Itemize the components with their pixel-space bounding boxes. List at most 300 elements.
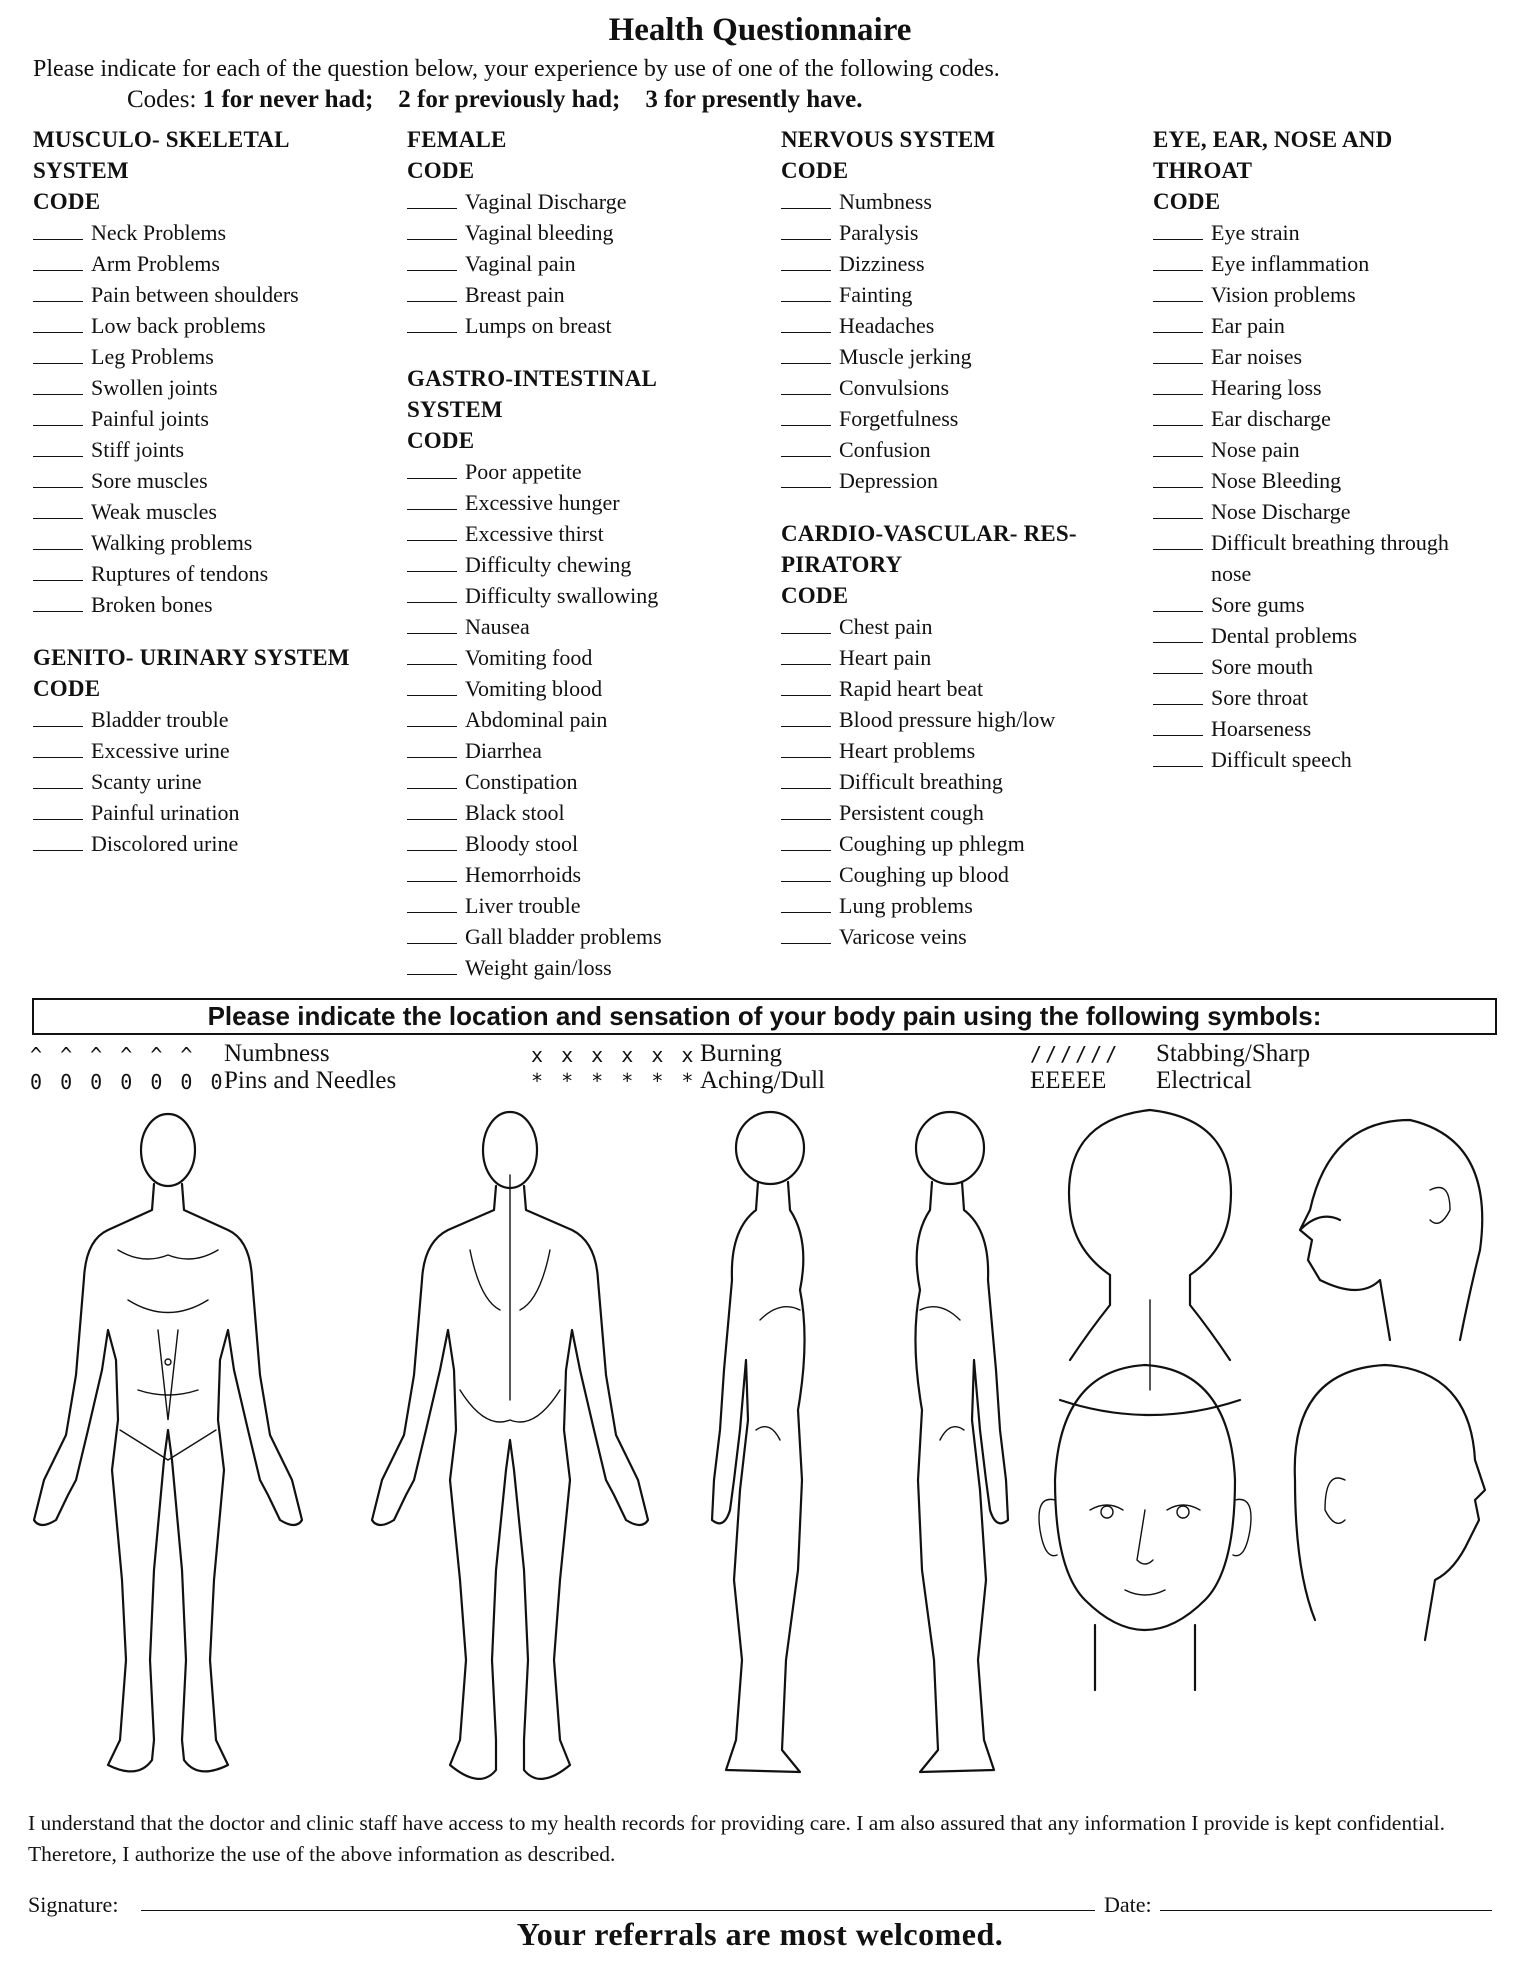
code-entry-blank[interactable] — [1153, 438, 1203, 457]
checklist-item — [33, 558, 350, 589]
checklist-item — [1153, 465, 1449, 496]
checklist-item — [1153, 217, 1449, 248]
checklist-item — [781, 611, 1077, 642]
body-front-figure[interactable] — [34, 1114, 302, 1771]
code-entry-blank[interactable] — [407, 615, 457, 634]
section-title: SYSTEM — [33, 158, 129, 183]
checklist-item-label: Gall bladder problems — [465, 924, 662, 949]
checklist-item — [1153, 279, 1449, 310]
checklist-item-label: Depression — [839, 468, 938, 493]
checklist-item-label: Dental problems — [1211, 623, 1358, 648]
checklist-item — [33, 465, 350, 496]
checklist-item-label: Varicose veins — [839, 924, 967, 949]
checklist-item — [33, 589, 350, 620]
symbol-mark: 0 0 0 0 0 0 0 — [30, 1070, 226, 1094]
checklist-item — [407, 248, 662, 279]
code-entry-blank[interactable] — [407, 770, 457, 789]
checklist-item-label: Weak muscles — [91, 499, 217, 524]
checklist-item — [1153, 248, 1449, 279]
code-entry-blank[interactable] — [33, 438, 83, 457]
checklist-item — [1153, 682, 1449, 713]
code-entry-blank[interactable] — [33, 252, 83, 271]
checklist-item — [781, 341, 1077, 372]
section-title: THROAT — [1153, 158, 1253, 183]
checklist-item-label: Eye inflammation — [1211, 251, 1370, 276]
checklist-item-label: Paralysis — [839, 220, 919, 245]
date-field[interactable] — [1160, 1910, 1492, 1911]
code-entry-blank[interactable] — [33, 345, 83, 364]
checklist-item — [33, 766, 350, 797]
checklist-item-label: Hearing loss — [1211, 375, 1322, 400]
code-header: CODE — [781, 158, 849, 183]
item-continuation: nose — [1211, 561, 1252, 586]
symbol-numbness-label: Numbness — [224, 1040, 330, 1067]
section-cardio — [781, 518, 1077, 952]
column-2 — [407, 124, 662, 983]
checklist-item — [781, 372, 1077, 403]
code-entry-blank[interactable] — [781, 770, 831, 789]
checklist-item-label: Vomiting blood — [465, 676, 603, 701]
checklist-item-label: Vaginal bleeding — [465, 220, 614, 245]
section-title: CARDIO-VASCULAR- RES- — [781, 521, 1077, 546]
code-entry-blank[interactable] — [407, 894, 457, 913]
checklist-item-label: Blood pressure high/low — [839, 707, 1056, 732]
checklist-item — [1153, 496, 1449, 527]
code-entry-blank[interactable] — [407, 252, 457, 271]
code-entry-blank[interactable] — [781, 376, 831, 395]
checklist-item-label: Difficult breathing through — [1211, 530, 1449, 555]
checklist-item-label: Ear pain — [1211, 313, 1285, 338]
section-title: GENITO- URINARY SYSTEM — [33, 645, 350, 670]
code-entry-blank[interactable] — [33, 407, 83, 426]
symbol-stabbing — [1030, 1039, 1120, 1069]
code-header: CODE — [33, 189, 101, 214]
checklist-item — [781, 735, 1077, 766]
checklist-item — [1153, 403, 1449, 434]
code-entry-blank[interactable] — [407, 646, 457, 665]
code-entry-blank[interactable] — [1153, 407, 1203, 426]
code-2: 2 for previously had; — [398, 86, 621, 113]
checklist-item-label: Swollen joints — [91, 375, 218, 400]
checklist-item-label: Bloody stool — [465, 831, 579, 856]
checklist-item-label: Eye strain — [1211, 220, 1300, 245]
code-3: 3 for presently have. — [645, 86, 863, 113]
code-entry-blank[interactable] — [1153, 624, 1203, 643]
date-label: Date: — [1104, 1892, 1152, 1917]
checklist-item-label: Forgetfulness — [839, 406, 959, 431]
checklist-item-label: Heart problems — [839, 738, 976, 763]
checklist-item-label: Coughing up blood — [839, 862, 1009, 887]
code-entry-blank[interactable] — [1153, 717, 1203, 736]
checklist-item-label: Low back problems — [91, 313, 266, 338]
checklist-item — [407, 549, 662, 580]
code-entry-blank[interactable] — [781, 708, 831, 727]
section-nervous — [781, 124, 1077, 496]
code-entry-blank[interactable] — [1153, 376, 1203, 395]
code-entry-blank[interactable] — [33, 562, 83, 581]
code-header: CODE — [1153, 189, 1221, 214]
code-entry-blank[interactable] — [781, 314, 831, 333]
checklist-item-label: Vomiting food — [465, 645, 593, 670]
code-entry-blank[interactable] — [407, 739, 457, 758]
checklist-item-label: Poor appetite — [465, 459, 582, 484]
checklist-item-label: Difficult breathing — [839, 769, 1003, 794]
checklist-item — [407, 611, 662, 642]
codes-legend — [127, 86, 862, 114]
code-entry-blank[interactable] — [33, 770, 83, 789]
checklist-item — [407, 279, 662, 310]
intro-text: Please indicate for each of the question below, your experience by use of one of the following codes. — [33, 56, 1000, 82]
code-entry-blank[interactable] — [33, 708, 83, 727]
checklist-item — [33, 310, 350, 341]
head-side-left-figure[interactable] — [1295, 1365, 1485, 1640]
checklist-item-label: Scanty urine — [91, 769, 202, 794]
checklist-item — [407, 952, 662, 983]
section-musculo — [33, 124, 350, 620]
checklist-item-label: Numbness — [839, 189, 932, 214]
code-entry-blank[interactable] — [407, 221, 457, 240]
checklist-item — [33, 704, 350, 735]
checklist-item-label: Ear discharge — [1211, 406, 1331, 431]
code-entry-blank[interactable] — [407, 283, 457, 302]
checklist-item-label: Vaginal pain — [465, 251, 576, 276]
checklist-item — [407, 456, 662, 487]
checklist-item-label: Persistent cough — [839, 800, 984, 825]
code-entry-blank[interactable] — [407, 584, 457, 603]
code-1: 1 for never had; — [202, 86, 374, 113]
symbol-numbness — [30, 1040, 195, 1070]
code-entry-blank[interactable] — [781, 190, 831, 209]
checklist-item — [781, 248, 1077, 279]
code-header: CODE — [33, 676, 101, 701]
checklist-item — [407, 642, 662, 673]
checklist-item-label: Excessive urine — [91, 738, 230, 763]
codes-prefix: Codes: — [127, 86, 197, 113]
section-gastro — [407, 363, 662, 983]
checklist-item-label: Diarrhea — [465, 738, 542, 763]
checklist-item — [33, 797, 350, 828]
checklist-item-label: Vision problems — [1211, 282, 1356, 307]
code-entry-blank[interactable] — [33, 832, 83, 851]
checklist-item-label: Excessive hunger — [465, 490, 620, 515]
code-entry-blank[interactable] — [1153, 283, 1203, 302]
checklist-item-label: Ear noises — [1211, 344, 1303, 369]
checklist-item-label: Headaches — [839, 313, 935, 338]
checklist-item — [781, 279, 1077, 310]
checklist-item-label: Painful urination — [91, 800, 240, 825]
code-header: CODE — [407, 428, 475, 453]
checklist-item-label: Sore muscles — [91, 468, 208, 493]
checklist-item-label: Neck Problems — [91, 220, 227, 245]
signature-field[interactable] — [141, 1910, 1095, 1911]
checklist-item — [407, 186, 662, 217]
symbol-electrical — [1030, 1066, 1106, 1095]
checklist-item — [33, 828, 350, 859]
checklist-item — [407, 518, 662, 549]
code-entry-blank[interactable] — [407, 956, 457, 975]
code-entry-blank[interactable] — [1153, 469, 1203, 488]
checklist-item — [33, 527, 350, 558]
checklist-item-label: Discolored urine — [91, 831, 239, 856]
checklist-item — [407, 797, 662, 828]
pain-instructions-box: Please indicate the location and sensation of your body pain using the following symbols: — [32, 998, 1497, 1035]
code-entry-blank[interactable] — [781, 925, 831, 944]
code-entry-blank[interactable] — [33, 283, 83, 302]
section-title: EYE, EAR, NOSE AND — [1153, 127, 1393, 152]
symbol-aching — [531, 1066, 696, 1096]
checklist-item — [781, 642, 1077, 673]
checklist-item — [33, 248, 350, 279]
code-entry-blank[interactable] — [781, 739, 831, 758]
checklist-item — [407, 217, 662, 248]
checklist-item — [407, 766, 662, 797]
checklist-item-label: Weight gain/loss — [465, 955, 612, 980]
code-entry-blank[interactable] — [781, 615, 831, 634]
checklist-item-label: Constipation — [465, 769, 578, 794]
checklist-item-label: Nausea — [465, 614, 530, 639]
code-entry-blank[interactable] — [781, 407, 831, 426]
code-entry-blank[interactable] — [781, 252, 831, 271]
checklist-item — [1153, 527, 1449, 558]
symbol-electrical-label: Electrical — [1156, 1067, 1252, 1094]
checklist-item — [33, 735, 350, 766]
checklist-item-label: Sore gums — [1211, 592, 1305, 617]
checklist-item-label: Painful joints — [91, 406, 209, 431]
checklist-item — [407, 310, 662, 341]
code-entry-blank[interactable] — [1153, 500, 1203, 519]
column-1 — [33, 124, 350, 859]
checklist-item-label: Nose Discharge — [1211, 499, 1351, 524]
column-3 — [781, 124, 1077, 952]
code-header: CODE — [407, 158, 475, 183]
symbol-mark: ^ ^ ^ ^ ^ ^ — [30, 1043, 196, 1067]
checklist-item-label: Heart pain — [839, 645, 932, 670]
checklist-item — [33, 217, 350, 248]
section-title: GASTRO-INTESTINAL — [407, 366, 658, 391]
code-entry-blank[interactable] — [407, 190, 457, 209]
checklist-item — [33, 434, 350, 465]
checklist-item-label: Difficult speech — [1211, 747, 1352, 772]
checklist-item-label: Abdominal pain — [465, 707, 608, 732]
column-4 — [1153, 124, 1449, 775]
checklist-item-label: Fainting — [839, 282, 913, 307]
code-entry-blank[interactable] — [407, 491, 457, 510]
code-entry-blank[interactable] — [1153, 593, 1203, 612]
checklist-item-label: Coughing up phlegm — [839, 831, 1025, 856]
signature-label: Signature: — [28, 1892, 119, 1917]
checklist-item — [781, 434, 1077, 465]
checklist-item — [407, 859, 662, 890]
checklist-item-label: Walking problems — [91, 530, 253, 555]
checklist-item-label: Black stool — [465, 800, 565, 825]
checklist-item — [407, 580, 662, 611]
code-entry-blank[interactable] — [1153, 531, 1203, 550]
code-entry-blank[interactable] — [1153, 686, 1203, 705]
section-title: MUSCULO- SKELETAL — [33, 127, 290, 152]
checklist-item — [781, 828, 1077, 859]
code-entry-blank[interactable] — [1153, 252, 1203, 271]
code-entry-blank[interactable] — [407, 314, 457, 333]
checklist-item — [781, 797, 1077, 828]
code-entry-blank[interactable] — [781, 345, 831, 364]
checklist-item-label: Bladder trouble — [91, 707, 229, 732]
checklist-item — [781, 704, 1077, 735]
referral-message: Your referrals are most welcomed. — [516, 1916, 1004, 1952]
checklist-item — [781, 217, 1077, 248]
section-title: PIRATORY — [781, 552, 903, 577]
checklist-item-label: Pain between shoulders — [91, 282, 299, 307]
checklist-item — [1153, 310, 1449, 341]
code-entry-blank[interactable] — [33, 500, 83, 519]
checklist-item-label: Broken bones — [91, 592, 213, 617]
checklist-item-label: Vaginal Discharge — [465, 189, 627, 214]
code-entry-blank[interactable] — [1153, 345, 1203, 364]
checklist-item — [781, 673, 1077, 704]
checklist-item — [1153, 651, 1449, 682]
checklist-item-label: Liver trouble — [465, 893, 581, 918]
section-female — [407, 124, 662, 341]
code-entry-blank[interactable] — [1153, 314, 1203, 333]
section-title: SYSTEM — [407, 397, 503, 422]
checklist-item-label: Difficulty swallowing — [465, 583, 659, 608]
symbol-mark: x x x x x x — [531, 1043, 697, 1067]
symbol-mark: * * * * * * — [531, 1069, 697, 1093]
body-back-figure[interactable] — [372, 1112, 648, 1779]
body-diagrams — [0, 1100, 1520, 1800]
code-entry-blank[interactable] — [33, 314, 83, 333]
code-entry-blank[interactable] — [781, 832, 831, 851]
head-side-right-figure[interactable] — [1300, 1120, 1482, 1340]
checklist-item-label: Convulsions — [839, 375, 950, 400]
checklist-item-label: Chest pain — [839, 614, 933, 639]
checklist-item — [33, 496, 350, 527]
section-genito — [33, 642, 350, 859]
code-header: CODE — [781, 583, 849, 608]
section-title: NERVOUS SYSTEM — [781, 127, 996, 152]
checklist-item — [33, 341, 350, 372]
code-entry-blank[interactable] — [407, 522, 457, 541]
checklist-item — [1153, 589, 1449, 620]
checklist-item — [1153, 434, 1449, 465]
symbol-mark: EEEEE — [1030, 1067, 1107, 1094]
checklist-item-label: Lung problems — [839, 893, 973, 918]
symbol-pins — [30, 1067, 226, 1097]
symbol-mark: ////// — [1030, 1042, 1121, 1066]
code-entry-blank[interactable] — [407, 801, 457, 820]
symbol-aching-label: Aching/Dull — [700, 1067, 825, 1094]
checklist-item — [1153, 713, 1449, 744]
code-entry-blank[interactable] — [407, 832, 457, 851]
checklist-item — [33, 372, 350, 403]
code-entry-blank[interactable] — [781, 646, 831, 665]
checklist-item-label: Confusion — [839, 437, 931, 462]
checklist-item — [407, 487, 662, 518]
checklist-item — [1153, 341, 1449, 372]
code-entry-blank[interactable] — [1153, 655, 1203, 674]
checklist-item-label: Lumps on breast — [465, 313, 612, 338]
checklist-item-label: Hemorrhoids — [465, 862, 582, 887]
checklist-item-label: Rapid heart beat — [839, 676, 984, 701]
checklist-item — [781, 465, 1077, 496]
code-entry-blank[interactable] — [781, 283, 831, 302]
checklist-item — [781, 921, 1077, 952]
checklist-item-label: Stiff joints — [91, 437, 185, 462]
body-side-right-figure[interactable] — [712, 1112, 805, 1772]
head-front-figure[interactable] — [1039, 1365, 1251, 1690]
checklist-item — [407, 704, 662, 735]
code-entry-blank[interactable] — [33, 221, 83, 240]
code-entry-blank[interactable] — [781, 677, 831, 696]
code-entry-blank[interactable] — [781, 438, 831, 457]
checklist-item — [407, 735, 662, 766]
checklist-item — [33, 279, 350, 310]
code-entry-blank[interactable] — [407, 863, 457, 882]
code-entry-blank[interactable] — [1153, 221, 1203, 240]
checklist-item — [781, 859, 1077, 890]
code-entry-blank[interactable] — [33, 376, 83, 395]
code-entry-blank[interactable] — [407, 925, 457, 944]
section-title: FEMALE — [407, 127, 507, 152]
symbol-stabbing-label: Stabbing/Sharp — [1156, 1040, 1311, 1067]
checklist-item — [33, 403, 350, 434]
code-entry-blank[interactable] — [781, 469, 831, 488]
code-entry-blank[interactable] — [33, 801, 83, 820]
checklist-item — [781, 890, 1077, 921]
checklist-item — [407, 890, 662, 921]
checklist-item — [407, 828, 662, 859]
checklist-item — [781, 186, 1077, 217]
checklist-item — [1153, 620, 1449, 651]
code-entry-blank[interactable] — [1153, 748, 1203, 767]
code-entry-blank[interactable] — [407, 460, 457, 479]
code-entry-blank[interactable] — [781, 221, 831, 240]
body-side-left-figure[interactable] — [915, 1112, 1008, 1772]
checklist-item-label: Breast pain — [465, 282, 565, 307]
checklist-item-label: Leg Problems — [91, 344, 214, 369]
code-entry-blank[interactable] — [407, 677, 457, 696]
checklist-item — [407, 673, 662, 704]
head-back-figure[interactable] — [1060, 1110, 1240, 1415]
checklist-item-label: Hoarseness — [1211, 716, 1312, 741]
code-entry-blank[interactable] — [407, 708, 457, 727]
checklist-item-label: Dizziness — [839, 251, 925, 276]
code-entry-blank[interactable] — [781, 894, 831, 913]
checklist-item-label: Nose Bleeding — [1211, 468, 1342, 493]
code-entry-blank[interactable] — [33, 593, 83, 612]
checklist-item-label: Excessive thirst — [465, 521, 604, 546]
code-entry-blank[interactable] — [33, 739, 83, 758]
checklist-item — [1153, 372, 1449, 403]
checklist-item-label: Sore mouth — [1211, 654, 1314, 679]
section-eye-ear-nose-throat — [1153, 124, 1449, 775]
symbol-pins-label: Pins and Needles — [224, 1067, 397, 1094]
code-entry-blank[interactable] — [781, 863, 831, 882]
code-entry-blank[interactable] — [781, 801, 831, 820]
consent-statement: I understand that the doctor and clinic staff have access to my health records for providing care. I am also assured that any information I provide is kept confidential. Theretore, I authorize the use of the above information as described. — [28, 1811, 1445, 1866]
page-title: Health Questionnaire — [608, 12, 912, 48]
checklist-item — [781, 403, 1077, 434]
code-entry-blank[interactable] — [407, 553, 457, 572]
checklist-item-label: Sore throat — [1211, 685, 1309, 710]
checklist-item — [781, 310, 1077, 341]
code-entry-blank[interactable] — [33, 469, 83, 488]
symbol-burning-label: Burning — [700, 1040, 782, 1067]
checklist-item-label: Arm Problems — [91, 251, 220, 276]
code-entry-blank[interactable] — [33, 531, 83, 550]
checklist-item-label: Nose pain — [1211, 437, 1300, 462]
checklist-item — [407, 921, 662, 952]
checklist-item-label: Ruptures of tendons — [91, 561, 269, 586]
